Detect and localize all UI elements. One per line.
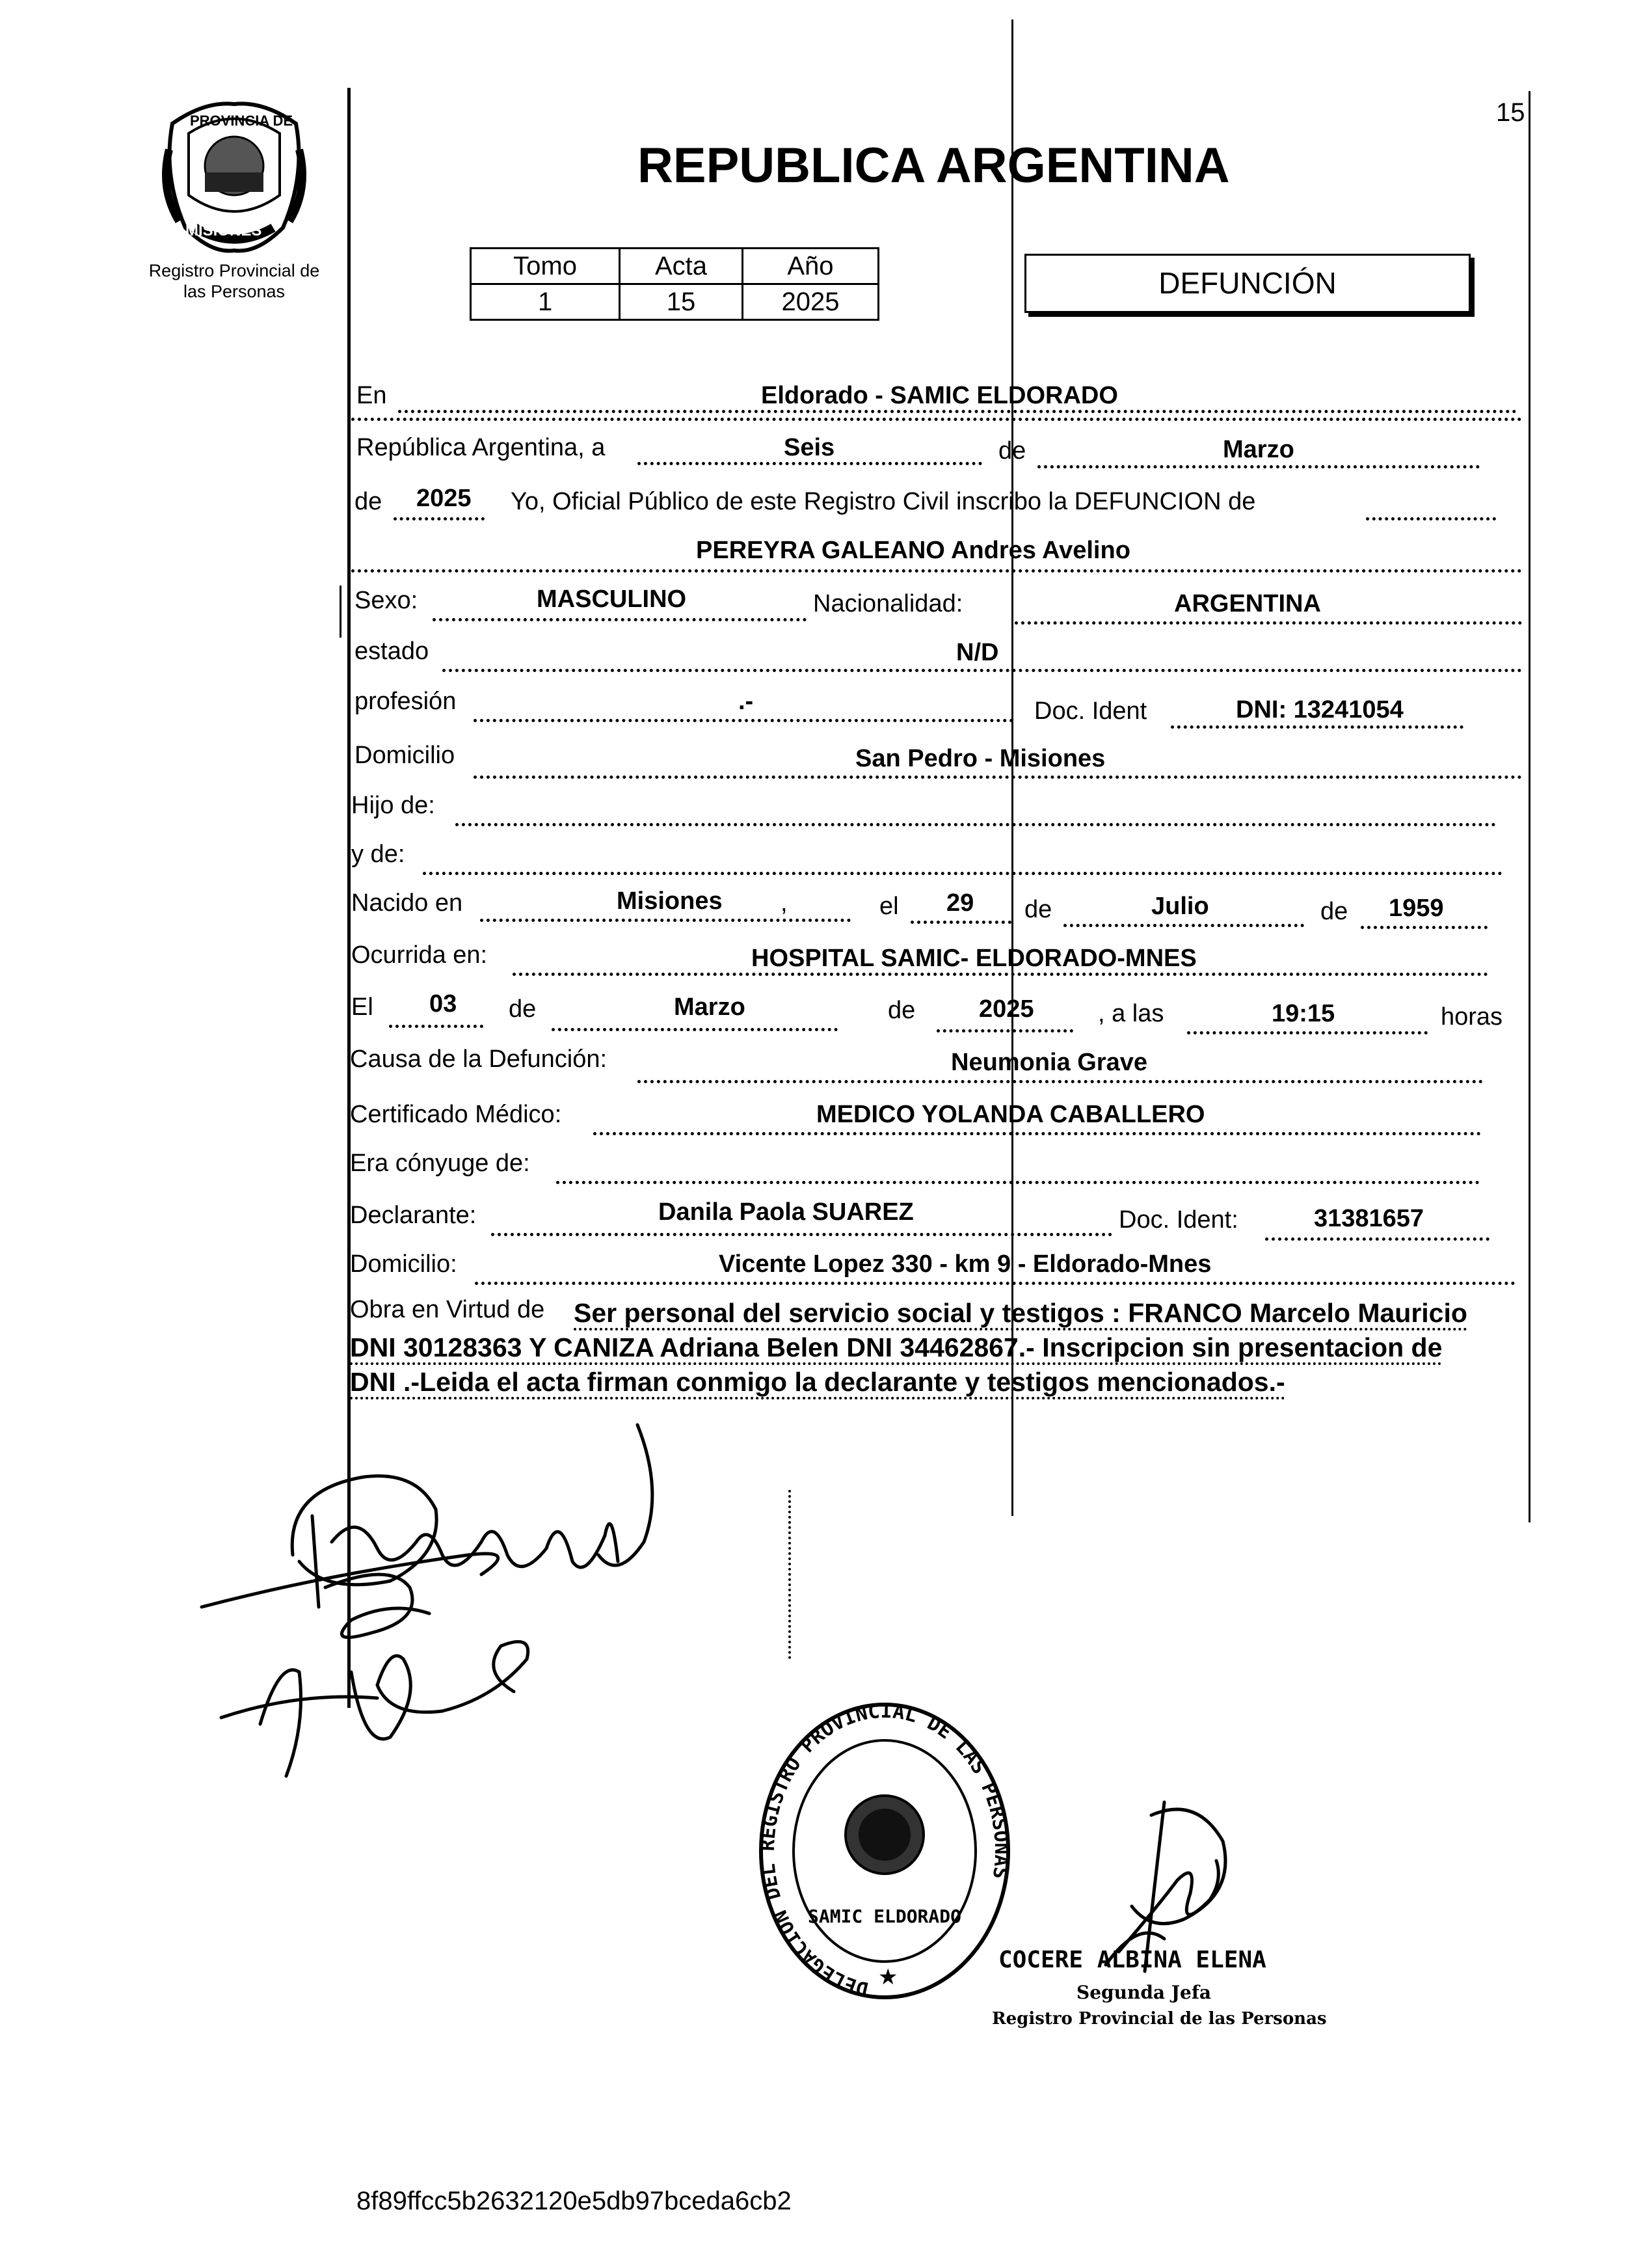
death-day-dotline (389, 1025, 483, 1028)
logo-text-bottom: MISIONES (185, 222, 262, 239)
registry-line-1: Registro Provincial de (148, 261, 320, 280)
table-value-ano: 2025 (742, 284, 878, 320)
death-de-2: de (888, 997, 916, 1024)
page-title: REPUBLICA ARGENTINA (637, 138, 1230, 193)
obra-line-1 (574, 1296, 1467, 1330)
de-label-2: de (354, 488, 382, 515)
left-margin-mark (340, 586, 341, 638)
month-dotline (1037, 465, 1480, 468)
obra-label: Obra en Virtud de (350, 1296, 545, 1323)
doc-type-box: DEFUNCIÓN (1024, 254, 1471, 313)
stamp-inner-text: SAMIC ELDORADO (807, 1906, 962, 1927)
ocurrida-value: HOSPITAL SAMIC- ELDORADO-MNES (751, 945, 1197, 972)
sexo-label: Sexo: (354, 587, 418, 614)
table-header-acta: Acta (620, 249, 743, 284)
profesion-value: .- (738, 688, 754, 715)
domicilio-value: San Pedro - Misiones (855, 745, 1106, 772)
decl-dom-label: Domicilio: (350, 1250, 457, 1278)
death-day: 03 (429, 990, 457, 1018)
record-table (470, 247, 879, 321)
official-stamp (755, 1698, 1015, 2004)
certificado-dotline (593, 1132, 1481, 1135)
estado-dotline (442, 669, 1522, 672)
certificado-label: Certificado Médico: (350, 1101, 562, 1128)
birth-day: 29 (946, 889, 974, 917)
causa-value: Neumonia Grave (951, 1049, 1147, 1076)
declarante-dotline (491, 1233, 1112, 1236)
death-year-dotline (937, 1029, 1073, 1033)
doc-ident-value: DNI: 13241054 (1236, 696, 1404, 723)
domicilio-label: Domicilio (354, 742, 455, 769)
obra-line-3 (350, 1365, 1285, 1399)
certificado-value: MEDICO YOLANDA CABALLERO (816, 1101, 1205, 1128)
record-table-header-row (471, 249, 879, 284)
causa-dotline (637, 1080, 1483, 1083)
month-value: Marzo (1223, 436, 1294, 463)
decl-dom-dotline (475, 1282, 1516, 1285)
estado-label: estado (354, 638, 429, 665)
birth-month: Julio (1151, 893, 1209, 920)
nacionalidad-value: ARGENTINA (1174, 590, 1321, 617)
table-header-ano: Año (742, 249, 878, 284)
doc-ident-dotline (1171, 725, 1463, 729)
yde-label: y de: (351, 841, 405, 868)
death-year: 2025 (979, 995, 1034, 1023)
yde-dotline (423, 872, 1503, 875)
logo-text-top: PROVINCIA DE (190, 113, 293, 129)
official-position: Segunda Jefa (1076, 1982, 1212, 2003)
comma: , (781, 889, 788, 917)
obra-line-2 (350, 1330, 1442, 1364)
nacido-dotline (480, 919, 851, 922)
table-value-tomo: 1 (471, 284, 620, 320)
death-month: Marzo (674, 993, 745, 1021)
death-month-dotline (552, 1028, 838, 1031)
page-number: 15 (1496, 98, 1525, 127)
causa-label: Causa de la Defunción: (350, 1046, 608, 1073)
decl-doc-value: 31381657 (1314, 1205, 1424, 1232)
yo-dotline (1366, 517, 1496, 520)
decl-doc-label: Doc. Ident: (1119, 1206, 1238, 1234)
alas-label: , a las (1098, 1000, 1164, 1027)
birth-de-1: de (1024, 896, 1052, 923)
day-value: Seis (784, 434, 835, 461)
stamp-star: ★ (878, 1965, 898, 1990)
en-label: En (356, 382, 387, 409)
name-dotline (351, 569, 1522, 573)
birth-year: 1959 (1389, 895, 1444, 922)
obra-line-1-text: Ser personal del servicio social y testigos : FRANCO Marcelo Mauricio (574, 1298, 1467, 1330)
birth-month-dotline (1063, 924, 1304, 927)
deceased-name: PEREYRA GALEANO Andres Avelino (696, 537, 1130, 564)
birth-day-dotline (911, 921, 1011, 924)
registry-line-2: las Personas (183, 282, 286, 301)
decl-doc-dotline (1265, 1237, 1490, 1241)
hijo-dotline (455, 823, 1496, 826)
death-de-1: de (509, 995, 537, 1023)
official-office: Registro Provincial de las Personas (992, 2009, 1327, 2029)
de-label: de (998, 437, 1026, 465)
yo-text: Yo, Oficial Público de este Registro Civil inscribo la DEFUNCION de (511, 488, 1256, 515)
conyuge-dotline (556, 1181, 1480, 1184)
birth-de-2: de (1320, 898, 1348, 925)
birth-year-dotline (1361, 926, 1488, 929)
right-margin-line (1529, 91, 1530, 1522)
footer-hash: 8f89ffcc5b2632120e5db97bceda6cb2 (356, 2187, 792, 2215)
record-table-value-row (471, 284, 879, 320)
declarant-witness-signatures (195, 1412, 702, 1815)
obra-line-2-text: DNI 30128363 Y CANIZA Adriana Belen DNI 34462867.- Inscripcion sin presentacion de (350, 1332, 1442, 1365)
nacionalidad-label: Nacionalidad: (813, 590, 963, 617)
official-name: COCERE ALBINA ELENA (998, 1947, 1266, 1973)
en-value: Eldorado - SAMIC ELDORADO (761, 382, 1118, 409)
center-mark (788, 1490, 794, 1659)
conyuge-label: Era cónyuge de: (350, 1150, 530, 1177)
table-header-tomo: Tomo (471, 249, 620, 284)
table-value-acta: 15 (620, 284, 743, 320)
hijo-label: Hijo de: (351, 792, 435, 819)
horas-label: horas (1441, 1003, 1503, 1031)
row-separator (351, 418, 1522, 421)
ocurrida-label: Ocurrida en: (351, 941, 488, 969)
domicilio-dotline (474, 776, 1522, 779)
nacido-label: Nacido en (351, 889, 463, 917)
nacionalidad-dotline (1015, 621, 1522, 625)
profesion-label: profesión (354, 688, 457, 715)
sexo-dotline (433, 618, 807, 621)
el-label: el (879, 893, 899, 920)
obra-line-3-text: DNI .-Leida el acta firman conmigo la declarante y testigos mencionados.- (350, 1367, 1285, 1399)
estado-value: N/D (956, 639, 999, 666)
death-time-dotline (1187, 1031, 1428, 1034)
declarante-value: Danila Paola SUAREZ (658, 1198, 914, 1226)
year-value: 2025 (416, 485, 472, 512)
death-time: 19:15 (1272, 1000, 1335, 1027)
declarante-label: Declarante: (350, 1202, 477, 1229)
republica-label: República Argentina, a (356, 434, 606, 461)
decl-dom-value: Vicente Lopez 330 - km 9 - Eldorado-Mnes (719, 1250, 1212, 1278)
doc-ident-label: Doc. Ident (1034, 697, 1147, 725)
year-dotline (394, 517, 485, 520)
stamp-ring-text: DELEGACION DEL REGISTRO PROVINCIAL DE LAS PERSONAS (756, 1699, 1013, 2001)
sexo-value: MASCULINO (537, 586, 687, 613)
profesion-dotline (474, 719, 1013, 722)
nacido-value: Misiones (617, 887, 723, 915)
el-cap-label: El (351, 993, 373, 1021)
